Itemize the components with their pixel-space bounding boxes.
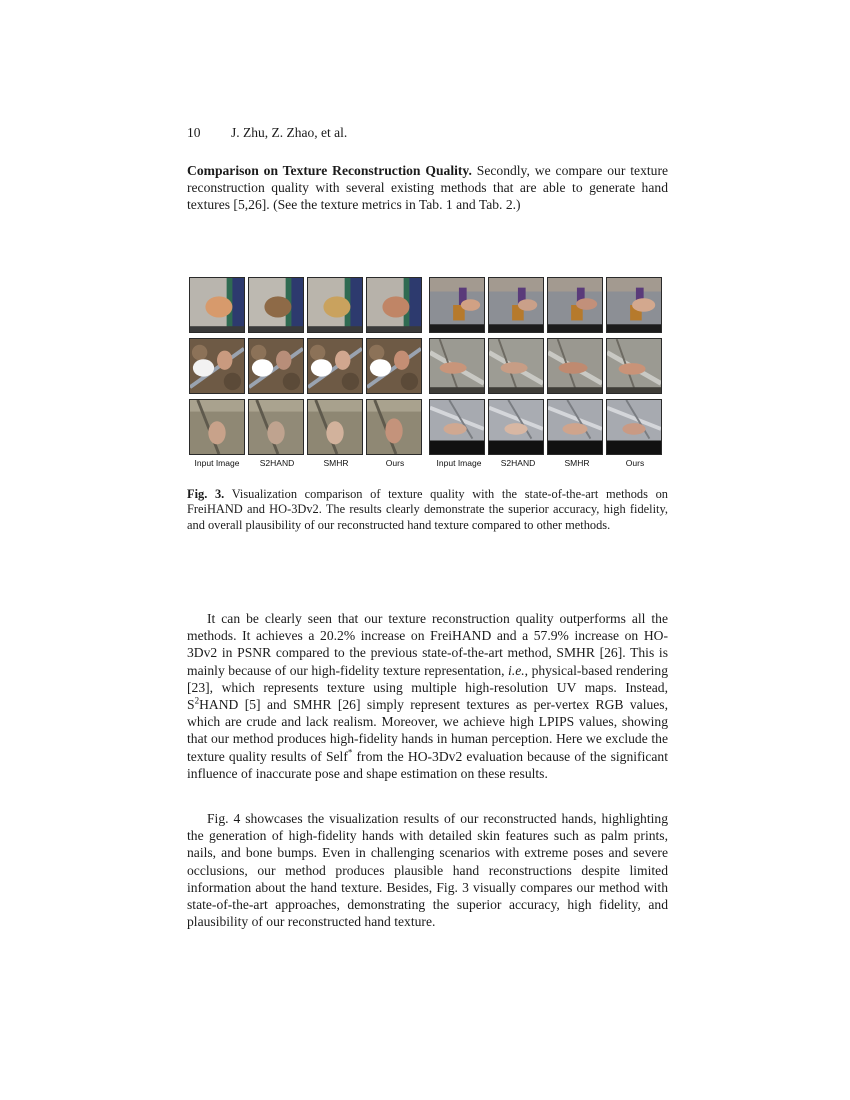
figure-image: [307, 399, 363, 455]
figure-image: [248, 338, 304, 394]
column-label: Input Image: [436, 458, 482, 468]
column-label: Input Image: [194, 458, 240, 468]
figure-caption-label: Fig. 3.: [187, 487, 225, 501]
figure-caption-text: Visualization comparison of texture quality with the state-of-the-art methods on FreiHAND and HO-3Dv2. The results clearly demonstrate the superior accuracy, high fidelity, and overall plausibility of our reconstructed hand texture compared to other methods.: [187, 487, 668, 532]
column-label: S2HAND: [259, 458, 295, 468]
figure-image: [366, 277, 422, 333]
figure-image: [189, 277, 245, 333]
section-intro-paragraph: [187, 162, 668, 214]
figure-image: [429, 277, 485, 333]
figure-image: [189, 338, 245, 394]
section-heading: Comparison on Texture Reconstruction Quality.: [187, 163, 472, 178]
figure-image: [606, 277, 662, 333]
figure-image: [189, 399, 245, 455]
column-label: SMHR: [323, 458, 349, 468]
figure-image: [429, 399, 485, 455]
section-intro-text: Secondly, we compare our texture reconstruction quality with several existing methods that are able to generate hand textures [5,26]. (See the texture metrics in Tab. 1 and Tab. 2.): [187, 163, 669, 213]
figure-image: [307, 338, 363, 394]
figure-image: [429, 338, 485, 394]
figure-image: [606, 338, 662, 394]
figure-image: [488, 338, 544, 394]
figure-image: [488, 399, 544, 455]
running-authors: J. Zhu, Z. Zhao, et al.: [231, 125, 348, 140]
figure-image: [606, 399, 662, 455]
running-head: [187, 124, 347, 142]
figure-3: [187, 275, 668, 470]
figure-caption: [187, 487, 668, 533]
column-label: S2HAND: [500, 458, 536, 468]
body-text: , physical-based rendering [23], which represents texture using multiple high-resolution UV maps. Instead, S: [187, 662, 668, 713]
body-text: from the HO-3Dv2 evaluation because of the significant influence of inaccurate pose and shape estimation on these results.: [187, 748, 668, 781]
body-paragraph-2: Fig. 4 showcases the visualization results of our reconstructed hands, highlighting the generation of high-fidelity hands with detailed skin features such as palm prints, nails, and bone bumps. Even in challenging scenarios with extreme poses and severe occlusions, our method produces plausible hand reconstructions despite limited information about the hand texture. Besides, Fig. 3 visually compares our method with state-of-the-art approaches, demonstrating the superior accuracy, high fidelity, and plausibility of our reconstructed hand texture.: [187, 811, 668, 930]
column-label: SMHR: [564, 458, 590, 468]
body-text: HAND [5] and SMHR [26] simply represent textures as per-vertex RGB values, which are crude and lack realism. Moreover, we achieve high LPIPS values, showing that our method produces high-fidelity hands in human perception. Here we exclude the texture quality results of Self: [187, 697, 668, 764]
body-paragraph-1: [187, 610, 668, 782]
figure-image: [547, 277, 603, 333]
page-number: 10: [187, 125, 201, 140]
superscript: *: [347, 747, 353, 758]
figure-image: [366, 399, 422, 455]
figure-image-grid: [189, 277, 667, 457]
figure-image: [488, 277, 544, 333]
body-text: It can be clearly seen that our texture reconstruction quality outperforms all the methods. It achieves a 20.2% increase on FreiHAND and a 57.9% increase on HO-3Dv2 in PSNR compared to the previous state-of-the-art method, SMHR [26]. This is mainly because of our high-fidelity texture representation,: [187, 611, 668, 678]
column-label: Ours: [625, 458, 645, 468]
figure-image: [547, 338, 603, 394]
figure-image: [248, 277, 304, 333]
figure-image: [307, 277, 363, 333]
body-text-italic: i.e.: [508, 662, 525, 678]
figure-image: [248, 399, 304, 455]
superscript: 2: [194, 695, 200, 706]
figure-image: [366, 338, 422, 394]
column-label: Ours: [385, 458, 405, 468]
figure-image: [547, 399, 603, 455]
